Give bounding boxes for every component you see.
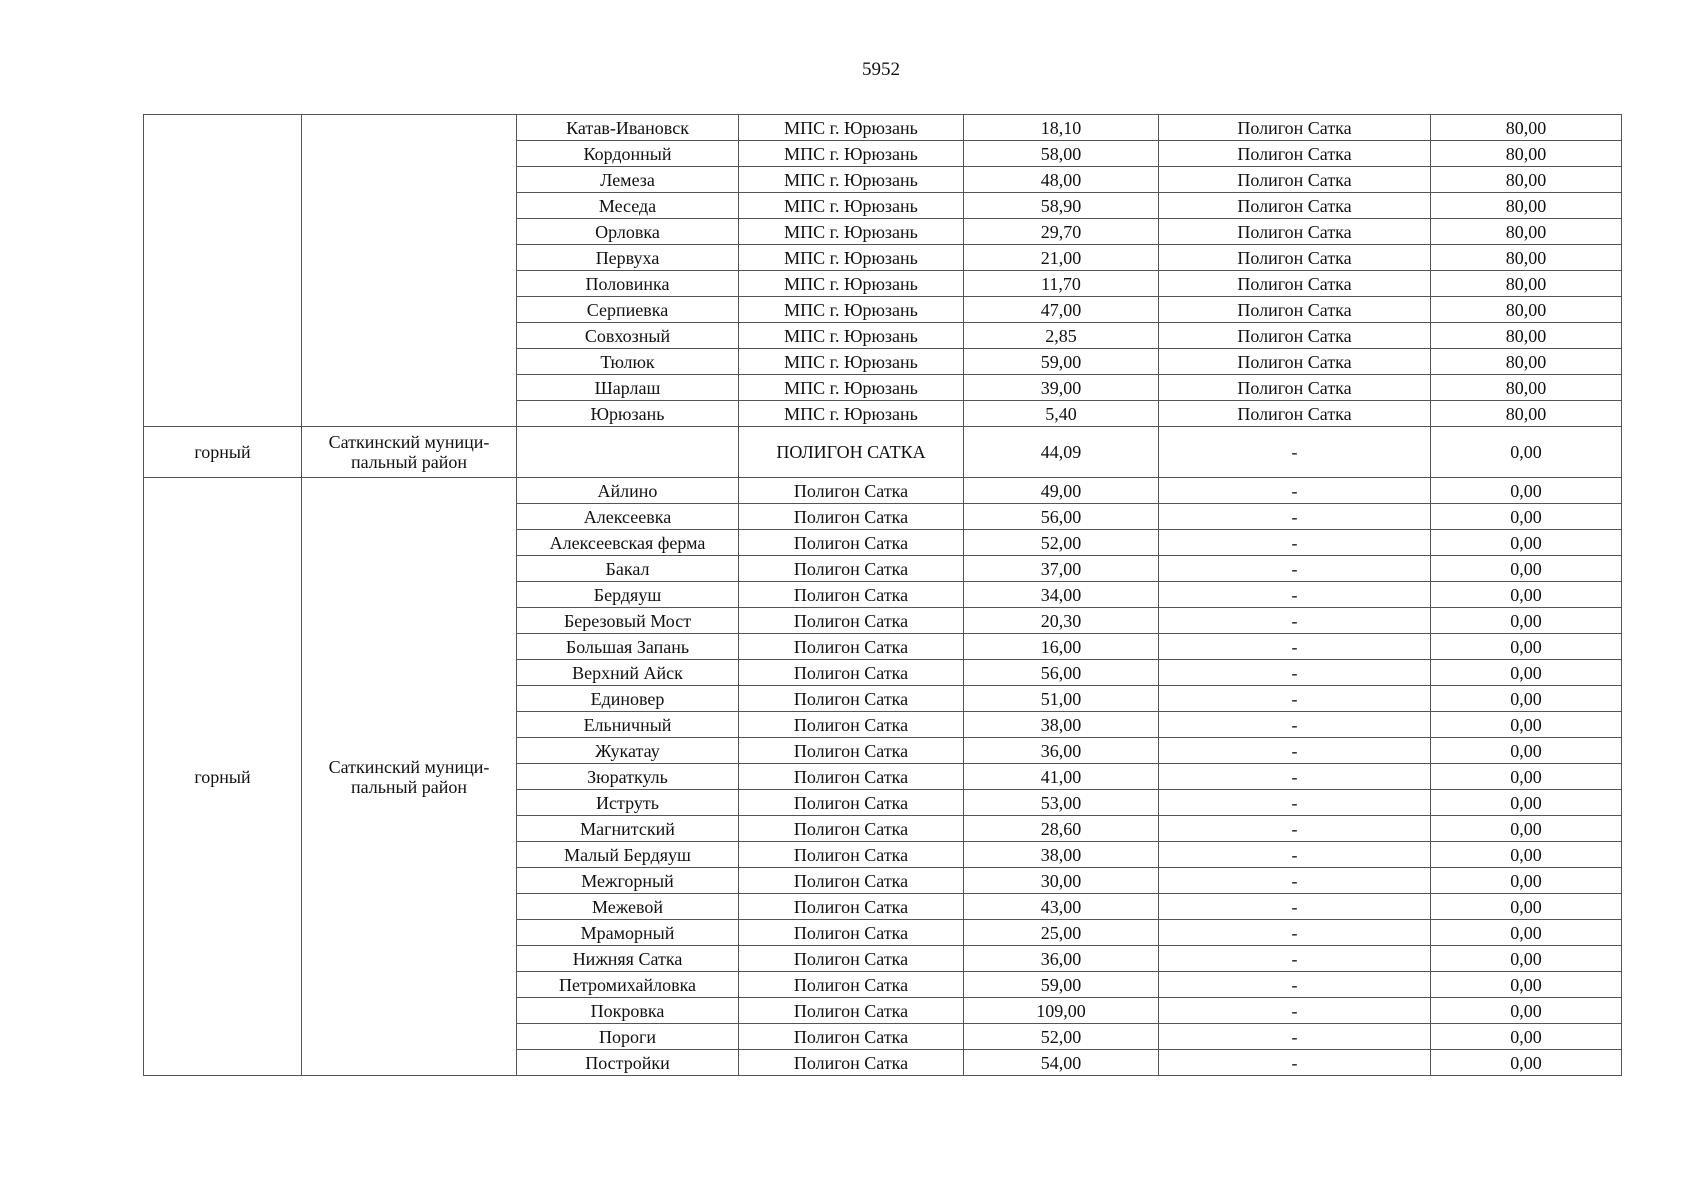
- place-cell: Совхозный: [517, 323, 739, 349]
- distance-cell: 47,00: [964, 297, 1159, 323]
- value-cell: 80,00: [1431, 141, 1622, 167]
- place-cell: Кордонный: [517, 141, 739, 167]
- table-row: [144, 115, 1622, 141]
- distance-cell: 2,85: [964, 323, 1159, 349]
- place-cell: Постройки: [517, 1050, 739, 1076]
- distance-cell: 18,10: [964, 115, 1159, 141]
- place-cell: Ельничный: [517, 712, 739, 738]
- zone-cell: горный: [144, 478, 302, 1076]
- destination-cell: Полигон Сатка: [1159, 297, 1431, 323]
- source-cell: Полигон Сатка: [739, 764, 964, 790]
- value-cell: 0,00: [1431, 556, 1622, 582]
- zone-cell: [144, 115, 302, 427]
- value-cell: 0,00: [1431, 686, 1622, 712]
- source-cell: ПОЛИГОН САТКА: [739, 427, 964, 478]
- destination-cell: -: [1159, 790, 1431, 816]
- distance-cell: 20,30: [964, 608, 1159, 634]
- place-cell: Айлино: [517, 478, 739, 504]
- distance-cell: 16,00: [964, 634, 1159, 660]
- destination-cell: -: [1159, 920, 1431, 946]
- destination-cell: Полигон Сатка: [1159, 323, 1431, 349]
- distance-cell: 56,00: [964, 660, 1159, 686]
- destination-cell: -: [1159, 608, 1431, 634]
- value-cell: 0,00: [1431, 816, 1622, 842]
- value-cell: 80,00: [1431, 219, 1622, 245]
- source-cell: МПС г. Юрюзань: [739, 245, 964, 271]
- value-cell: 0,00: [1431, 972, 1622, 998]
- place-cell: Зюраткуль: [517, 764, 739, 790]
- transport-table: [143, 114, 1622, 1076]
- destination-cell: -: [1159, 816, 1431, 842]
- place-cell: Большая Запань: [517, 634, 739, 660]
- place-cell: Покровка: [517, 998, 739, 1024]
- destination-cell: Полигон Сатка: [1159, 271, 1431, 297]
- value-cell: 80,00: [1431, 115, 1622, 141]
- value-cell: 80,00: [1431, 323, 1622, 349]
- value-cell: 0,00: [1431, 504, 1622, 530]
- value-cell: 80,00: [1431, 167, 1622, 193]
- distance-cell: 28,60: [964, 816, 1159, 842]
- destination-cell: Полигон Сатка: [1159, 115, 1431, 141]
- destination-cell: -: [1159, 556, 1431, 582]
- destination-cell: -: [1159, 894, 1431, 920]
- source-cell: Полигон Сатка: [739, 1050, 964, 1076]
- source-cell: Полигон Сатка: [739, 556, 964, 582]
- distance-cell: 44,09: [964, 427, 1159, 478]
- value-cell: 0,00: [1431, 427, 1622, 478]
- value-cell: 0,00: [1431, 634, 1622, 660]
- source-cell: МПС г. Юрюзань: [739, 271, 964, 297]
- source-cell: Полигон Сатка: [739, 582, 964, 608]
- distance-cell: 5,40: [964, 401, 1159, 427]
- place-cell: Бакал: [517, 556, 739, 582]
- source-cell: Полигон Сатка: [739, 634, 964, 660]
- source-cell: Полигон Сатка: [739, 660, 964, 686]
- table-body: [144, 115, 1622, 1076]
- distance-cell: 48,00: [964, 167, 1159, 193]
- destination-cell: -: [1159, 1050, 1431, 1076]
- table-row: [144, 478, 1622, 504]
- value-cell: 0,00: [1431, 530, 1622, 556]
- source-cell: Полигон Сатка: [739, 608, 964, 634]
- destination-cell: -: [1159, 660, 1431, 686]
- value-cell: 0,00: [1431, 1050, 1622, 1076]
- source-cell: Полигон Сатка: [739, 920, 964, 946]
- distance-cell: 59,00: [964, 349, 1159, 375]
- place-cell: Юрюзань: [517, 401, 739, 427]
- place-cell: Шарлаш: [517, 375, 739, 401]
- source-cell: МПС г. Юрюзань: [739, 349, 964, 375]
- district-cell: Саткинский муници-пальный район: [302, 427, 517, 478]
- zone-cell: горный: [144, 427, 302, 478]
- destination-cell: -: [1159, 427, 1431, 478]
- place-cell: Иструть: [517, 790, 739, 816]
- source-cell: МПС г. Юрюзань: [739, 115, 964, 141]
- destination-cell: -: [1159, 634, 1431, 660]
- source-cell: МПС г. Юрюзань: [739, 401, 964, 427]
- source-cell: Полигон Сатка: [739, 842, 964, 868]
- destination-cell: -: [1159, 738, 1431, 764]
- value-cell: 80,00: [1431, 401, 1622, 427]
- distance-cell: 11,70: [964, 271, 1159, 297]
- place-cell: Магнитский: [517, 816, 739, 842]
- destination-cell: -: [1159, 998, 1431, 1024]
- page-number: 5952: [862, 59, 900, 80]
- place-cell: Березовый Мост: [517, 608, 739, 634]
- distance-cell: 37,00: [964, 556, 1159, 582]
- source-cell: МПС г. Юрюзань: [739, 219, 964, 245]
- value-cell: 0,00: [1431, 868, 1622, 894]
- source-cell: Полигон Сатка: [739, 712, 964, 738]
- value-cell: 0,00: [1431, 738, 1622, 764]
- destination-cell: -: [1159, 946, 1431, 972]
- value-cell: 0,00: [1431, 894, 1622, 920]
- place-cell: [517, 427, 739, 478]
- distance-cell: 36,00: [964, 946, 1159, 972]
- value-cell: 80,00: [1431, 297, 1622, 323]
- value-cell: 0,00: [1431, 712, 1622, 738]
- distance-cell: 53,00: [964, 790, 1159, 816]
- place-cell: Жукатау: [517, 738, 739, 764]
- value-cell: 0,00: [1431, 660, 1622, 686]
- destination-cell: Полигон Сатка: [1159, 401, 1431, 427]
- source-cell: Полигон Сатка: [739, 868, 964, 894]
- source-cell: Полигон Сатка: [739, 790, 964, 816]
- destination-cell: -: [1159, 972, 1431, 998]
- destination-cell: Полигон Сатка: [1159, 141, 1431, 167]
- destination-cell: -: [1159, 504, 1431, 530]
- source-cell: МПС г. Юрюзань: [739, 297, 964, 323]
- destination-cell: -: [1159, 868, 1431, 894]
- place-cell: Первуха: [517, 245, 739, 271]
- source-cell: Полигон Сатка: [739, 504, 964, 530]
- place-cell: Нижняя Сатка: [517, 946, 739, 972]
- distance-cell: 21,00: [964, 245, 1159, 271]
- source-cell: Полигон Сатка: [739, 530, 964, 556]
- source-cell: МПС г. Юрюзань: [739, 323, 964, 349]
- place-cell: Половинка: [517, 271, 739, 297]
- source-cell: Полигон Сатка: [739, 1024, 964, 1050]
- distance-cell: 38,00: [964, 842, 1159, 868]
- destination-cell: Полигон Сатка: [1159, 375, 1431, 401]
- value-cell: 0,00: [1431, 998, 1622, 1024]
- place-cell: Лемеза: [517, 167, 739, 193]
- value-cell: 80,00: [1431, 375, 1622, 401]
- destination-cell: -: [1159, 712, 1431, 738]
- distance-cell: 58,90: [964, 193, 1159, 219]
- source-cell: МПС г. Юрюзань: [739, 141, 964, 167]
- district-cell: Саткинский муници-пальный район: [302, 478, 517, 1076]
- value-cell: 80,00: [1431, 245, 1622, 271]
- destination-cell: -: [1159, 686, 1431, 712]
- destination-cell: -: [1159, 582, 1431, 608]
- value-cell: 80,00: [1431, 349, 1622, 375]
- destination-cell: Полигон Сатка: [1159, 245, 1431, 271]
- value-cell: 0,00: [1431, 478, 1622, 504]
- place-cell: Мраморный: [517, 920, 739, 946]
- value-cell: 80,00: [1431, 271, 1622, 297]
- source-cell: Полигон Сатка: [739, 998, 964, 1024]
- destination-cell: Полигон Сатка: [1159, 193, 1431, 219]
- distance-cell: 49,00: [964, 478, 1159, 504]
- source-cell: Полигон Сатка: [739, 946, 964, 972]
- value-cell: 0,00: [1431, 842, 1622, 868]
- destination-cell: Полигон Сатка: [1159, 219, 1431, 245]
- place-cell: Единовер: [517, 686, 739, 712]
- source-cell: МПС г. Юрюзань: [739, 167, 964, 193]
- distance-cell: 43,00: [964, 894, 1159, 920]
- value-cell: 0,00: [1431, 946, 1622, 972]
- distance-cell: 38,00: [964, 712, 1159, 738]
- district-cell: [302, 115, 517, 427]
- value-cell: 0,00: [1431, 790, 1622, 816]
- distance-cell: 58,00: [964, 141, 1159, 167]
- place-cell: Меседа: [517, 193, 739, 219]
- distance-cell: 52,00: [964, 1024, 1159, 1050]
- source-cell: Полигон Сатка: [739, 816, 964, 842]
- distance-cell: 25,00: [964, 920, 1159, 946]
- distance-cell: 41,00: [964, 764, 1159, 790]
- source-cell: Полигон Сатка: [739, 738, 964, 764]
- source-cell: Полигон Сатка: [739, 894, 964, 920]
- value-cell: 0,00: [1431, 608, 1622, 634]
- destination-cell: -: [1159, 478, 1431, 504]
- destination-cell: -: [1159, 764, 1431, 790]
- distance-cell: 52,00: [964, 530, 1159, 556]
- place-cell: Орловка: [517, 219, 739, 245]
- distance-cell: 54,00: [964, 1050, 1159, 1076]
- destination-cell: -: [1159, 1024, 1431, 1050]
- place-cell: Бердяуш: [517, 582, 739, 608]
- destination-cell: -: [1159, 530, 1431, 556]
- destination-cell: Полигон Сатка: [1159, 167, 1431, 193]
- distance-cell: 30,00: [964, 868, 1159, 894]
- place-cell: Тюлюк: [517, 349, 739, 375]
- distance-cell: 36,00: [964, 738, 1159, 764]
- distance-cell: 59,00: [964, 972, 1159, 998]
- place-cell: Катав-Ивановск: [517, 115, 739, 141]
- place-cell: Верхний Айск: [517, 660, 739, 686]
- place-cell: Межгорный: [517, 868, 739, 894]
- destination-cell: Полигон Сатка: [1159, 349, 1431, 375]
- distance-cell: 39,00: [964, 375, 1159, 401]
- source-cell: МПС г. Юрюзань: [739, 193, 964, 219]
- place-cell: Алексеевка: [517, 504, 739, 530]
- destination-cell: -: [1159, 842, 1431, 868]
- value-cell: 0,00: [1431, 764, 1622, 790]
- place-cell: Малый Бердяуш: [517, 842, 739, 868]
- table-row: [144, 427, 1622, 478]
- distance-cell: 34,00: [964, 582, 1159, 608]
- distance-cell: 56,00: [964, 504, 1159, 530]
- distance-cell: 29,70: [964, 219, 1159, 245]
- place-cell: Межевой: [517, 894, 739, 920]
- value-cell: 0,00: [1431, 582, 1622, 608]
- source-cell: Полигон Сатка: [739, 972, 964, 998]
- distance-cell: 51,00: [964, 686, 1159, 712]
- place-cell: Алексеевская ферма: [517, 530, 739, 556]
- source-cell: Полигон Сатка: [739, 478, 964, 504]
- value-cell: 80,00: [1431, 193, 1622, 219]
- place-cell: Петромихайловка: [517, 972, 739, 998]
- source-cell: Полигон Сатка: [739, 686, 964, 712]
- distance-cell: 109,00: [964, 998, 1159, 1024]
- value-cell: 0,00: [1431, 1024, 1622, 1050]
- place-cell: Пороги: [517, 1024, 739, 1050]
- value-cell: 0,00: [1431, 920, 1622, 946]
- place-cell: Серпиевка: [517, 297, 739, 323]
- source-cell: МПС г. Юрюзань: [739, 375, 964, 401]
